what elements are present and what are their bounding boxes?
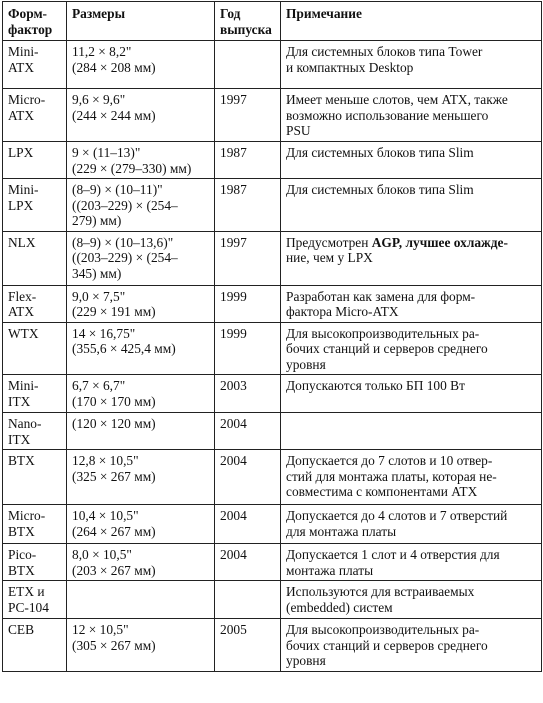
cell-size — [67, 505, 215, 544]
cell-text: LPX — [8, 197, 34, 213]
cell-text: (355,6 × 425,4 мм) — [72, 341, 176, 356]
cell-text: стий для монтажа платы, которая не- — [286, 468, 497, 484]
cell-note — [281, 231, 542, 285]
cell-text: 1997 — [220, 234, 247, 250]
cell-year — [215, 450, 281, 505]
cell-year — [215, 375, 281, 413]
cell-size — [67, 322, 215, 375]
table-row — [3, 413, 542, 450]
cell-text: AGP, лучшее охлажде- — [371, 234, 508, 250]
cell-text: Имеет меньше слотов, чем ATX, также — [286, 92, 508, 107]
cell-note — [281, 413, 542, 450]
cell-year — [215, 142, 281, 179]
cell-form-factor — [3, 322, 67, 375]
cell-text: 2004 — [220, 547, 247, 562]
cell-text: Для высокопроизводительных ра- — [286, 325, 480, 341]
table-row — [3, 581, 542, 619]
cell-year — [215, 285, 281, 322]
cell-text: возможно использование меньшего — [286, 107, 489, 123]
cell-note — [281, 581, 542, 619]
cell-text: 9,6 × 9,6" — [72, 92, 126, 107]
cell-text: 12,8 × 10,5" — [72, 453, 139, 468]
cell-text: уровня — [286, 653, 326, 668]
table-row — [3, 231, 542, 285]
cell-size — [67, 375, 215, 413]
cell-text: (229 × (279–330) мм) — [72, 160, 192, 176]
header-year — [215, 2, 281, 41]
cell-text: (229 × 191 мм) — [72, 304, 156, 319]
cell-text: (170 × 170 мм) — [72, 393, 156, 409]
cell-form-factor — [3, 41, 67, 89]
cell-form-factor — [3, 285, 67, 322]
cell-text: 2004 — [220, 508, 247, 523]
cell-text: Для системных блоков типа Slim — [286, 182, 474, 197]
cell-text: бочих станций и серверов среднего — [286, 637, 488, 653]
cell-text: (120 × 120 мм) — [72, 416, 156, 431]
cell-text: (203 × 267 мм) — [72, 562, 156, 578]
cell-size — [67, 450, 215, 505]
cell-text: совместима с компонентами ATX — [286, 484, 478, 499]
cell-text: 1999 — [220, 325, 247, 341]
table-row — [3, 285, 542, 322]
cell-text: Допускается 1 слот и 4 отверстия для — [286, 547, 500, 562]
cell-note — [281, 505, 542, 544]
cell-text: 1997 — [220, 92, 247, 107]
cell-text: (8–9) × (10–11)" — [72, 182, 163, 197]
cell-note — [281, 375, 542, 413]
cell-text: LPX — [8, 145, 34, 160]
cell-text: 1999 — [220, 288, 247, 304]
header-text: Размеры — [72, 6, 126, 21]
cell-text: PC-104 — [8, 599, 49, 615]
cell-text: (305 × 267 мм) — [72, 637, 156, 653]
cell-text: Mini- — [8, 44, 39, 59]
header-text: Год — [220, 6, 241, 21]
cell-year — [215, 619, 281, 672]
cell-text: для монтажа платы — [286, 523, 397, 539]
cell-size — [67, 231, 215, 285]
cell-text: 279) мм) — [72, 213, 122, 228]
cell-note — [281, 41, 542, 89]
cell-text: Для высокопроизводительных ра- — [286, 622, 480, 637]
cell-text: (244 × 244 мм) — [72, 107, 156, 123]
cell-year — [215, 89, 281, 142]
header-text: выпуска — [220, 21, 272, 37]
cell-text: (embedded) систем — [286, 599, 393, 615]
cell-form-factor — [3, 581, 67, 619]
cell-text: ние, чем у LPX — [286, 250, 373, 265]
cell-text: Flex- — [8, 288, 37, 304]
table-row — [3, 41, 542, 89]
header-size — [67, 2, 215, 41]
cell-text: 9,0 × 7,5" — [72, 288, 126, 304]
cell-note — [281, 544, 542, 581]
cell-text: BTX — [8, 562, 35, 578]
cell-text: 9 × (11–13)" — [72, 145, 141, 160]
header-note — [281, 2, 542, 41]
cell-text: ATX — [8, 107, 35, 123]
header-text: Примечание — [286, 6, 362, 21]
cell-size — [67, 142, 215, 179]
cell-year — [215, 41, 281, 89]
cell-text: Допускается до 4 слотов и 7 отверстий — [286, 508, 508, 523]
cell-text: (284 × 208 мм) — [72, 59, 156, 75]
table-row — [3, 619, 542, 672]
table-row — [3, 450, 542, 505]
cell-text: 345) мм) — [72, 265, 122, 281]
cell-text: 2004 — [220, 416, 247, 431]
cell-text: ITX — [8, 393, 31, 409]
cell-form-factor — [3, 179, 67, 232]
table-row — [3, 142, 542, 179]
cell-note — [281, 285, 542, 322]
cell-text: 8,0 × 10,5" — [72, 547, 132, 562]
cell-text: ETX и — [8, 584, 45, 599]
cell-size — [67, 179, 215, 232]
table-row — [3, 544, 542, 581]
cell-form-factor — [3, 505, 67, 544]
cell-text: BTX — [8, 453, 35, 468]
cell-text: Mini- — [8, 182, 39, 197]
cell-year — [215, 505, 281, 544]
cell-text: уровня — [286, 356, 326, 372]
cell-text: 12 × 10,5" — [72, 622, 129, 637]
cell-text: ATX — [8, 59, 35, 75]
cell-text: Для системных блоков типа Slim — [286, 145, 474, 160]
cell-size — [67, 285, 215, 322]
cell-text: Nano- — [8, 416, 42, 431]
cell-form-factor — [3, 619, 67, 672]
table-header-row — [3, 2, 542, 41]
cell-text: Micro- — [8, 92, 46, 107]
cell-note — [281, 619, 542, 672]
cell-text: 1987 — [220, 145, 247, 160]
cell-form-factor — [3, 413, 67, 450]
cell-text: Предусмотрен — [286, 234, 372, 250]
table-row — [3, 179, 542, 232]
cell-text: Mini- — [8, 378, 39, 393]
cell-text: 1987 — [220, 182, 247, 197]
cell-text: (264 × 267 мм) — [72, 523, 156, 539]
cell-size — [67, 41, 215, 89]
cell-text: ATX — [8, 304, 35, 319]
cell-year — [215, 322, 281, 375]
cell-form-factor — [3, 89, 67, 142]
cell-text: ((203–229) × (254– — [72, 197, 178, 213]
cell-note — [281, 142, 542, 179]
cell-text: 14 × 16,75" — [72, 325, 136, 341]
cell-year — [215, 179, 281, 232]
cell-text: NLX — [8, 234, 36, 250]
cell-text: фактора Micro-ATX — [286, 304, 399, 319]
cell-form-factor — [3, 231, 67, 285]
table-row — [3, 89, 542, 142]
form-factor-table — [2, 1, 542, 672]
cell-size — [67, 619, 215, 672]
cell-text-line — [286, 235, 537, 251]
table-row — [3, 375, 542, 413]
cell-text: бочих станций и серверов среднего — [286, 341, 488, 356]
cell-text: ((203–229) × (254– — [72, 250, 178, 265]
cell-text: 2003 — [220, 378, 247, 393]
cell-text: WTX — [8, 325, 39, 341]
cell-text: (8–9) × (10–13,6)" — [72, 234, 174, 250]
cell-note — [281, 450, 542, 505]
cell-form-factor — [3, 375, 67, 413]
header-text: фактор — [8, 21, 53, 37]
cell-text: Micro- — [8, 508, 46, 523]
cell-text: 2005 — [220, 622, 247, 637]
cell-year — [215, 581, 281, 619]
cell-text: 11,2 × 8,2" — [72, 44, 132, 59]
cell-text: (325 × 267 мм) — [72, 468, 156, 484]
cell-form-factor — [3, 142, 67, 179]
cell-form-factor — [3, 450, 67, 505]
cell-text: CEB — [8, 622, 35, 637]
cell-text: 2004 — [220, 453, 247, 468]
cell-text: Допускаются только БП 100 Вт — [286, 378, 465, 393]
cell-text: монтажа платы — [286, 562, 374, 578]
cell-note — [281, 179, 542, 232]
cell-text: Допускается до 7 слотов и 10 отвер- — [286, 453, 493, 468]
cell-text: BTX — [8, 523, 35, 539]
table-row — [3, 505, 542, 544]
header-text: Форм- — [8, 6, 48, 21]
cell-text: 10,4 × 10,5" — [72, 508, 139, 523]
cell-text: 6,7 × 6,7" — [72, 378, 126, 393]
table-body — [3, 41, 542, 672]
header-form-factor — [3, 2, 67, 41]
cell-text: ITX — [8, 431, 31, 447]
cell-text: PSU — [286, 123, 311, 138]
cell-size — [67, 89, 215, 142]
cell-year — [215, 231, 281, 285]
cell-note — [281, 89, 542, 142]
cell-year — [215, 413, 281, 450]
cell-text: Используются для встраиваемых — [286, 584, 475, 599]
cell-text: Разработан как замена для форм- — [286, 288, 476, 304]
cell-note — [281, 322, 542, 375]
cell-text: и компактных Desktop — [286, 59, 414, 75]
cell-year — [215, 544, 281, 581]
cell-form-factor — [3, 544, 67, 581]
cell-size — [67, 581, 215, 619]
cell-size — [67, 413, 215, 450]
cell-text: Для системных блоков типа Tower — [286, 44, 483, 59]
table-row — [3, 322, 542, 375]
cell-text: Pico- — [8, 547, 37, 562]
cell-size — [67, 544, 215, 581]
